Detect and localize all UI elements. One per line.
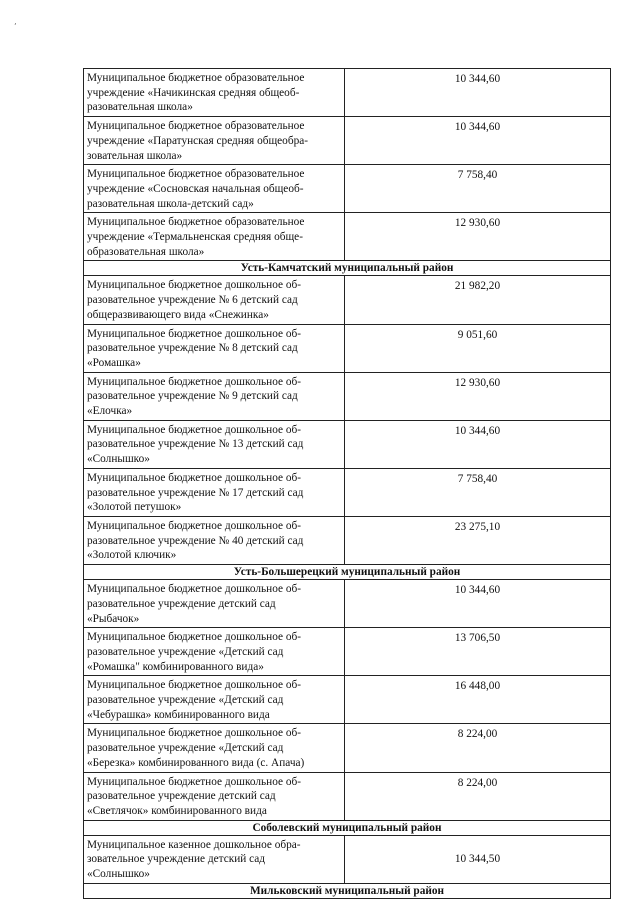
district-header-row — [84, 261, 610, 276]
district-header-row — [84, 884, 610, 899]
amount-cell: 16 448,00 — [454, 680, 501, 693]
amount-cell: 10 344,60 — [454, 121, 501, 134]
table-row — [84, 117, 610, 165]
institution-name-line: общеразвивающего вида «Снежинка» — [87, 308, 269, 321]
institution-name-line: образовательная школа» — [87, 245, 205, 258]
institution-name-line: разовательное учреждение № 13 детский сад — [87, 438, 304, 451]
institution-name-line: разовательное учреждение № 17 детский сад — [87, 486, 304, 499]
institution-name-line: разовательное учреждение детский сад — [87, 790, 276, 803]
institution-name-line: разовательное учреждение № 9 детский сад — [87, 390, 298, 403]
institution-name-line: разовательное учреждение «Детский сад — [87, 645, 284, 658]
institution-name-line: «Солнышко» — [87, 453, 150, 466]
institution-name-line: зовательное учреждение детский сад — [87, 853, 266, 866]
table-row — [84, 213, 610, 261]
institution-name-line: учреждение «Начикинская средняя общеоб- — [87, 86, 300, 99]
amount-cell: 12 930,60 — [454, 376, 501, 389]
table-row — [84, 517, 610, 565]
amount-cell: 23 275,10 — [454, 520, 501, 533]
table-row — [84, 836, 610, 884]
institution-name-line: разовательное учреждение «Детский сад — [87, 742, 284, 755]
institution-name — [84, 773, 345, 820]
institution-name — [84, 373, 345, 420]
institution-name-line: Муниципальное бюджетное образовательное — [87, 120, 305, 133]
institution-name-line: Муниципальное бюджетное образовательное — [87, 168, 305, 181]
district-header: Усть-Большерецкий муниципальный район — [233, 566, 461, 579]
institution-name-line: Муниципальное бюджетное дошкольное об- — [87, 375, 301, 388]
institution-name — [84, 724, 345, 771]
institution-name-line: Муниципальное бюджетное образовательное — [87, 216, 305, 229]
amount-cell: 10 344,50 — [454, 852, 501, 865]
amount-cell: 13 706,50 — [454, 632, 501, 645]
institution-name-line: Муниципальное бюджетное дошкольное об- — [87, 583, 301, 596]
table-row — [84, 421, 610, 469]
institution-name — [84, 676, 345, 723]
institution-name-line: «Елочка» — [87, 405, 133, 418]
table-row — [84, 580, 610, 628]
institution-name — [84, 421, 345, 468]
table-row — [84, 373, 610, 421]
institution-name-line: Муниципальное бюджетное дошкольное об- — [87, 423, 301, 436]
institution-name — [84, 325, 345, 372]
district-header: Усть-Камчатский муниципальный район — [240, 262, 454, 275]
institution-name-line: учреждение «Термальненская средняя обще- — [87, 231, 303, 244]
institution-name-line: разовательное учреждение детский сад — [87, 597, 276, 610]
institution-name-line: «Рыбачок» — [87, 612, 140, 625]
institution-name-line: учреждение «Сосновская начальная общеоб- — [87, 182, 304, 195]
institution-name-line: Муниципальное бюджетное дошкольное об- — [87, 279, 301, 292]
institution-name-line: Муниципальное бюджетное дошкольное об- — [87, 519, 301, 532]
table-row — [84, 628, 610, 676]
institution-name — [84, 69, 345, 116]
institution-name — [84, 469, 345, 516]
institution-name-line: разовательное учреждение № 6 детский сад — [87, 294, 298, 307]
district-header-row — [84, 565, 610, 580]
institution-name — [84, 517, 345, 564]
table-row — [84, 69, 610, 117]
district-header: Мильковский муниципальный район — [249, 884, 445, 897]
institution-name — [84, 165, 345, 212]
institution-name — [84, 117, 345, 164]
district-header-row — [84, 821, 610, 836]
institution-name-line: «Светлячок» комбинированного вида — [87, 804, 267, 817]
institution-name-line: разовательное учреждение «Детский сад — [87, 694, 284, 707]
institution-name — [84, 580, 345, 627]
institution-name — [84, 628, 345, 675]
amount-cell: 10 344,60 — [454, 424, 501, 437]
district-header: Соболевский муниципальный район — [252, 821, 442, 834]
institution-name-line: разовательная школа-детский сад» — [87, 197, 254, 210]
scan-mark: ʼ — [14, 22, 17, 31]
institution-name-line: Муниципальное бюджетное дошкольное об- — [87, 631, 301, 644]
institution-name-line: разовательная школа» — [87, 101, 193, 114]
amount-cell: 21 982,20 — [454, 280, 501, 293]
institution-name-line: Муниципальное бюджетное дошкольное об- — [87, 471, 301, 484]
institution-name-line: разовательное учреждение № 8 детский сад — [87, 342, 298, 355]
institution-name-line: Муниципальное бюджетное образовательное — [87, 72, 305, 84]
institution-name-line: «Золотой ключик» — [87, 549, 177, 562]
institution-name-line: Муниципальное бюджетное дошкольное об- — [87, 679, 301, 692]
institution-name-line: учреждение «Паратунская средняя общеобра- — [87, 134, 308, 147]
amount-cell: 10 344,60 — [454, 73, 501, 85]
table-row — [84, 276, 610, 324]
institution-name-line: «Чебурашка» комбинированного вида — [87, 708, 270, 721]
table-row — [84, 724, 610, 772]
institution-name-line: Муниципальное бюджетное дошкольное об- — [87, 327, 301, 340]
amount-cell: 12 930,60 — [454, 217, 501, 230]
table-row — [84, 165, 610, 213]
institution-name-line: Муниципальное казенное дошкольное обра- — [87, 838, 301, 851]
institution-name-line: разовательное учреждение № 40 детский сад — [87, 534, 304, 547]
institution-name — [84, 836, 345, 883]
budget-table — [83, 68, 611, 899]
table-row — [84, 773, 610, 821]
amount-cell: 10 344,60 — [454, 584, 501, 597]
table-row — [84, 469, 610, 517]
institution-name-line: «Ромашка» — [87, 356, 141, 369]
institution-name-line: «Ромашка" комбинированного вида» — [87, 660, 264, 673]
amount-cell: 7 758,40 — [457, 169, 498, 182]
institution-name — [84, 213, 345, 260]
amount-cell: 9 051,60 — [457, 328, 498, 341]
institution-name-line: «Золотой петушок» — [87, 501, 182, 514]
amount-cell: 8 224,00 — [457, 728, 498, 741]
table-row — [84, 676, 610, 724]
amount-cell: 7 758,40 — [457, 472, 498, 485]
institution-name-line: зовательная школа» — [87, 149, 183, 162]
institution-name — [84, 276, 345, 323]
table-row — [84, 325, 610, 373]
institution-name-line: «Солнышко» — [87, 868, 150, 881]
institution-name-line: Муниципальное бюджетное дошкольное об- — [87, 727, 301, 740]
institution-name-line: Муниципальное бюджетное дошкольное об- — [87, 775, 301, 788]
institution-name-line: «Березка» комбинированного вида (с. Апача) — [87, 756, 305, 769]
amount-cell: 8 224,00 — [457, 776, 498, 789]
